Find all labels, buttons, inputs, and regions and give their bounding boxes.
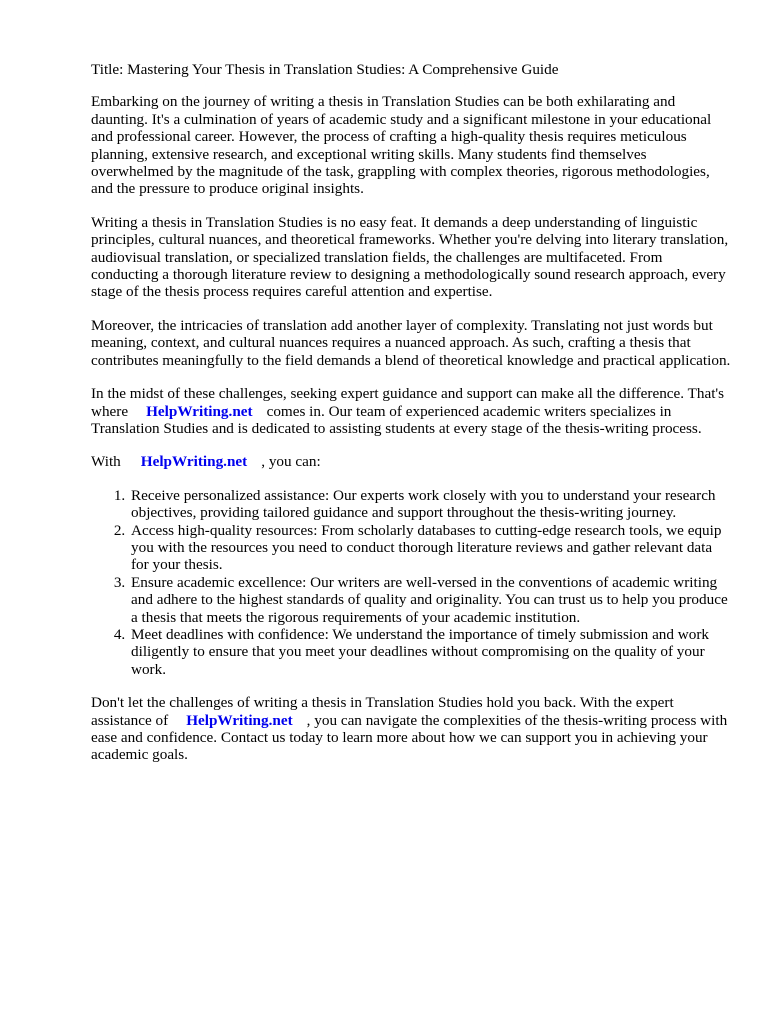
helpwriting-link[interactable]: HelpWriting.net xyxy=(140,453,248,471)
document-title: Title: Mastering Your Thesis in Translation Studies: A Comprehensive Guide xyxy=(91,61,559,78)
guidance-text-after: comes in. Our team of experienced academic writers specializes in Translation Studies and is dedicated to assisting students at every stage of the thesis-writing process. xyxy=(91,402,702,437)
helpwriting-link[interactable]: HelpWriting.net xyxy=(146,402,253,420)
challenges-paragraph: Writing a thesis in Translation Studies is no easy feat. It demands a deep understanding of linguistic principles, cultural nuances, and theoretical frameworks. Whether you're delving into literary translation, audiovisual translation, or specialized translation fields, the challenges are multifaceted. From conducting a thorough literature review to designing a methodologically sound research approach, every stage of the thesis process requires careful attention and expertise. xyxy=(91,213,729,301)
closing-text-before: Don't let the challenges of writing a thesis in Translation Studies hold you back. With the expert assistance of xyxy=(91,694,674,729)
list-item: 1. Receive personalized assistance: Our experts work closely with you to understand your research objectives, providing tailored guidance and support throughout the thesis-writing journey. xyxy=(129,487,731,522)
benefits-list xyxy=(91,487,731,678)
helpwriting-link[interactable]: HelpWriting.net xyxy=(186,711,293,729)
intro-paragraph: Embarking on the journey of writing a thesis in Translation Studies can be both exhilarating and daunting. It's a culmination of years of academic study and a significant milestone in your educational and professional career. However, the process of crafting a high-quality thesis requires meticulous planning, extensive research, and exceptional writing skills. Many students find themselves overwhelmed by the magnitude of the task, grappling with complex theories, rigorous methodologies, and the pressure to produce original insights. xyxy=(91,93,712,198)
closing-text-after: , you can navigate the complexities of the thesis-writing process with ease and confidence. Contact us today to learn more about how we can support you in achieving your academic goals. xyxy=(91,711,728,764)
document-page xyxy=(91,61,731,780)
with-text-after: , you can: xyxy=(261,453,321,471)
closing-paragraph xyxy=(91,694,731,764)
with-text-before: With xyxy=(91,453,121,471)
guidance-paragraph xyxy=(91,385,731,437)
list-item: 2. Access high-quality resources: From scholarly databases to cutting-edge research tools, we equip you with the resources you need to conduct thorough literature reviews and gather relevant data for your thesis. xyxy=(129,522,731,574)
guidance-text-before: In the midst of these challenges, seeking expert guidance and support can make all the difference. That's where xyxy=(91,385,725,420)
with-line xyxy=(91,453,731,470)
list-item: 3. Ensure academic excellence: Our writers are well-versed in the conventions of academic writing and adhere to the highest standards of quality and originality. You can trust us to help you produce a thesis that meets the rigorous requirements of your academic institution. xyxy=(129,574,731,626)
complexity-paragraph: Moreover, the intricacies of translation add another layer of complexity. Translating not just words but meaning, context, and cultural nuances requires a nuanced approach. As such, crafting a thesis that contributes meaningfully to the field demands a blend of theoretical knowledge and practical application. xyxy=(91,316,731,369)
list-item: 4. Meet deadlines with confidence: We understand the importance of timely submission and work diligently to ensure that you meet your deadlines without compromising on the quality of your work. xyxy=(129,626,731,678)
